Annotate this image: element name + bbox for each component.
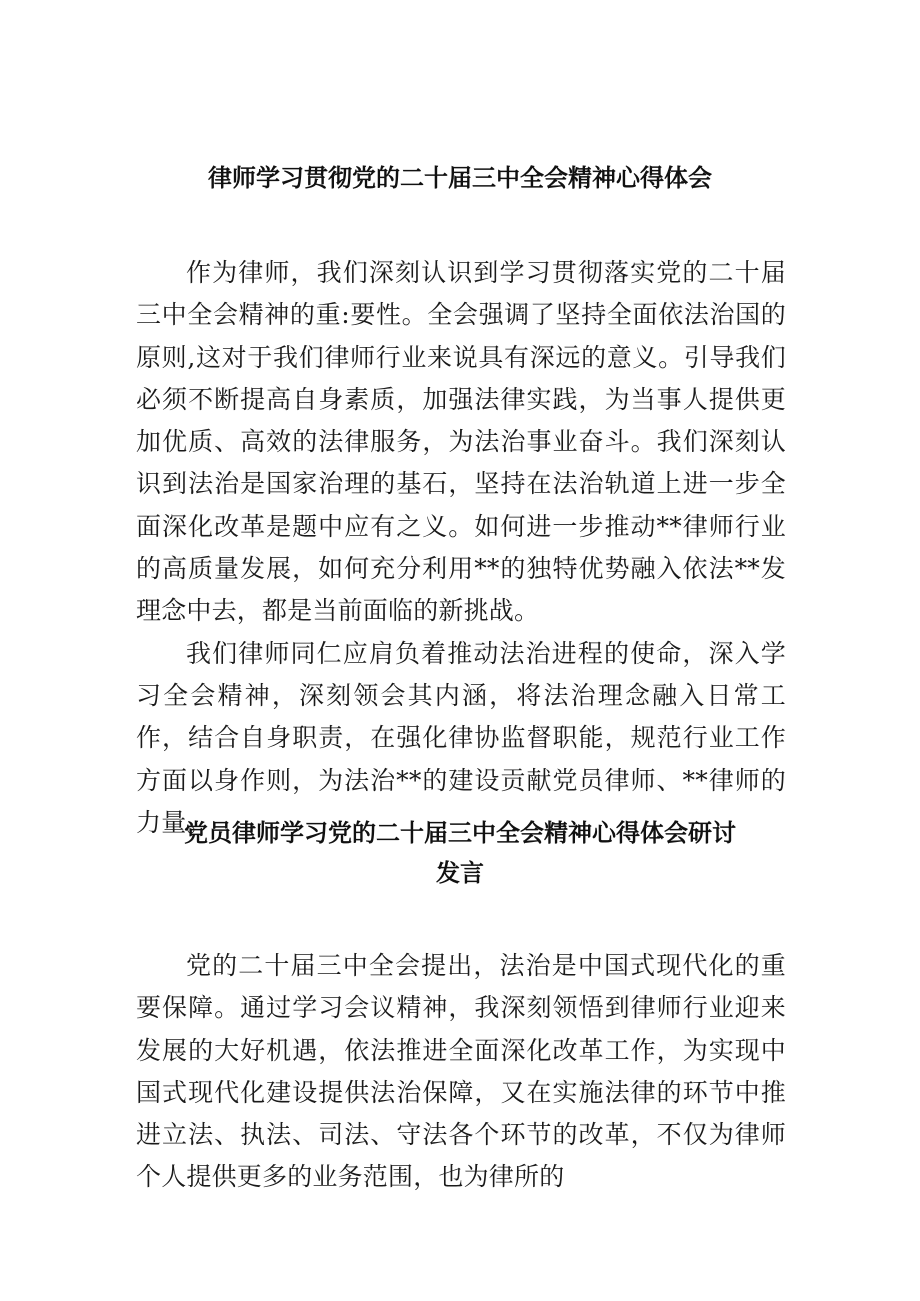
article-2-body [136, 945, 786, 1199]
article-2-paragraph-1: 党的二十届三中全会提出，法治是中国式现代化的重要保障。通过学习会议精神，我深刻领悟到律师行业迎来发展的大好机遇，依法推进全面深化改革工作，为实现中国式现代化建设提供法治保障，又在实施法律的环节中推进立法、执法、司法、守法各个环节的改革，不仅为律师个人提供更多的业务范围，也为律所的 [136, 951, 786, 1192]
article-1-title: 律师学习贯彻党的二十届三中全会精神心得体会 [208, 164, 712, 192]
article-2-title-line-2: 发言 [436, 859, 484, 887]
article-2-title [0, 813, 920, 893]
article-2-title-line-1: 党员律师学习党的二十届三中全会精神心得体会研讨 [184, 819, 736, 847]
article-1-body [136, 252, 786, 844]
article-1-paragraph-1: 作为律师，我们深刻认识到学习贯彻落实党的二十届三中全会精神的重:要性。全会强调了坚持全面依法治国的原则,这对于我们律师行业来说具有深远的意义。引导我们必须不断提高自身素质，加强法律实践，为当事人提供更加优质、高效的法律服务，为法治事业奋斗。我们深刻认识到法治是国家治理的基石，坚持在法治轨道上进一步全面深化改革是题中应有之义。如何进一步推动**律师行业的高质量发展，如何充分利用**的独特优势融入依法**发理念中去，都是当前面临的新挑战。 [136, 258, 786, 626]
article-1-paragraph-2: 我们律师同仁应肩负着推动法治进程的使命，深入学习全会精神，深刻领会其内涵，将法治理念融入日常工作，结合自身职责，在强化律协监督职能，规范行业工作方面以身作则，为法治**的建设贡献党员律师、**律师的力量。 [136, 638, 786, 837]
